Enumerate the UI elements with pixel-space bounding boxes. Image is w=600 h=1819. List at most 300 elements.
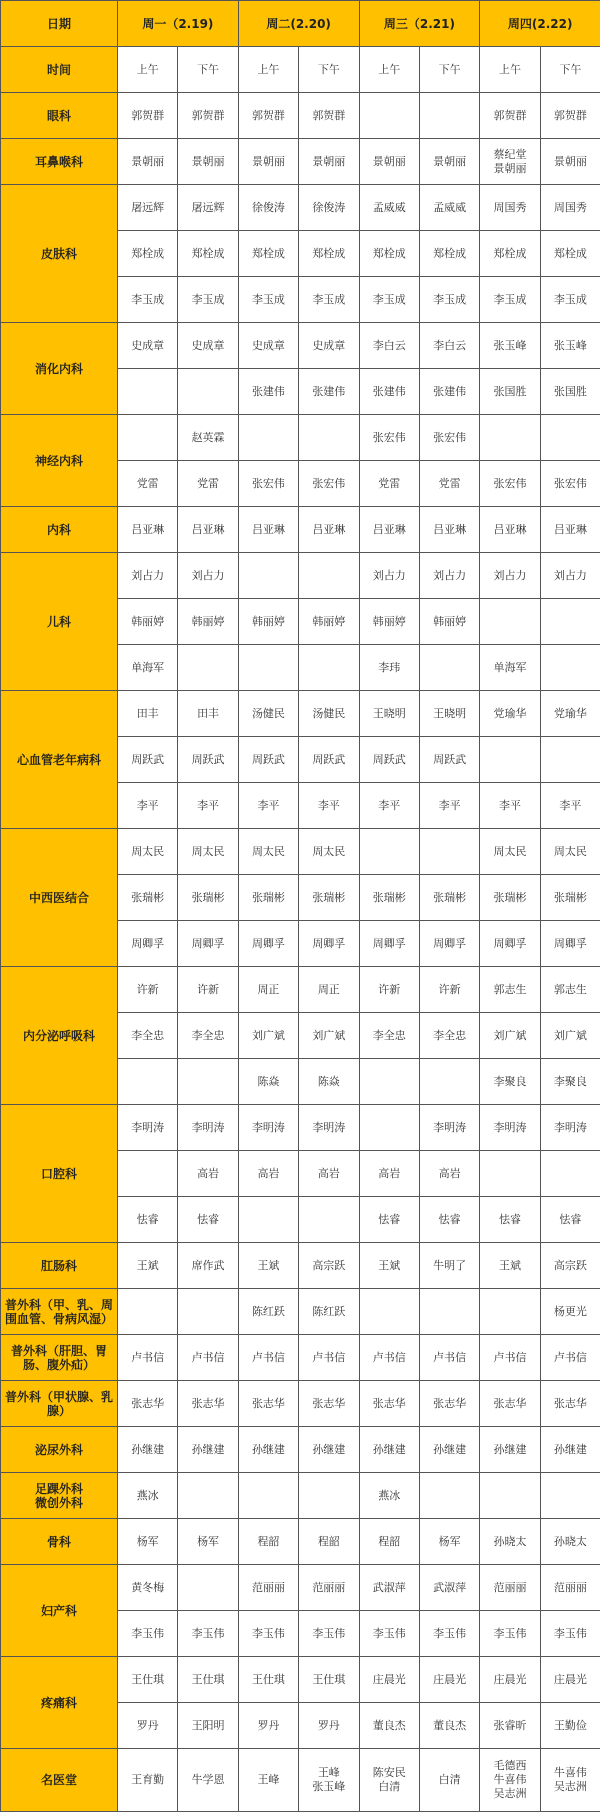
doctor-cell: 高岩 xyxy=(178,1151,238,1197)
doctor-cell: 陈红跃 xyxy=(238,1289,298,1335)
doctor-cell: 卢书信 xyxy=(480,1335,540,1381)
doctor-cell: 怯睿 xyxy=(359,1197,419,1243)
time-label: 时间 xyxy=(1,47,118,93)
department-name: 内科 xyxy=(1,507,118,553)
doctor-cell: 席作武 xyxy=(178,1243,238,1289)
doctor-cell: 庄晨光 xyxy=(480,1657,540,1703)
doctor-cell: 王峰 xyxy=(238,1749,298,1812)
doctor-cell: 韩丽婷 xyxy=(299,599,359,645)
doctor-cell xyxy=(419,1473,479,1519)
doctor-cell: 徐俊涛 xyxy=(238,185,298,231)
doctor-cell: 李玉伟 xyxy=(178,1611,238,1657)
doctor-cell xyxy=(238,553,298,599)
department-name: 妇产科 xyxy=(1,1565,118,1657)
doctor-cell: 屠远辉 xyxy=(118,185,178,231)
schedule-row xyxy=(1,185,600,231)
doctor-cell: 孙晓太 xyxy=(540,1519,600,1565)
doctor-cell: 王阳明 xyxy=(178,1703,238,1749)
doctor-cell: 景朝丽 xyxy=(178,139,238,185)
doctor-cell: 黄冬梅 xyxy=(118,1565,178,1611)
doctor-cell: 李玉伟 xyxy=(419,1611,479,1657)
doctor-cell xyxy=(299,1197,359,1243)
doctor-cell: 刘占力 xyxy=(480,553,540,599)
doctor-cell: 韩丽婷 xyxy=(238,599,298,645)
department-name: 名医堂 xyxy=(1,1749,118,1812)
doctor-cell: 许新 xyxy=(419,967,479,1013)
doctor-cell: 吕亚琳 xyxy=(299,507,359,553)
doctor-cell: 董良杰 xyxy=(359,1703,419,1749)
doctor-cell: 郑栓成 xyxy=(299,231,359,277)
doctor-cell: 范丽丽 xyxy=(480,1565,540,1611)
doctor-cell: 吕亚琳 xyxy=(238,507,298,553)
doctor-cell: 张宏伟 xyxy=(238,461,298,507)
doctor-cell: 郭贺群 xyxy=(238,93,298,139)
doctor-cell xyxy=(178,1473,238,1519)
schedule-row xyxy=(1,139,600,185)
doctor-cell: 周卿孚 xyxy=(178,921,238,967)
schedule-row xyxy=(1,829,600,875)
doctor-cell: 吕亚琳 xyxy=(540,507,600,553)
doctor-cell: 李白云 xyxy=(359,323,419,369)
doctor-cell: 周国秀 xyxy=(540,185,600,231)
doctor-cell: 高岩 xyxy=(359,1151,419,1197)
doctor-cell: 陈焱 xyxy=(299,1059,359,1105)
doctor-cell: 周卿孚 xyxy=(540,921,600,967)
doctor-cell: 李全忠 xyxy=(419,1013,479,1059)
doctor-cell: 张睿昕 xyxy=(480,1703,540,1749)
doctor-cell: 单海军 xyxy=(480,645,540,691)
doctor-cell: 单海军 xyxy=(118,645,178,691)
doctor-cell: 武淑萍 xyxy=(419,1565,479,1611)
doctor-cell xyxy=(540,645,600,691)
doctor-cell: 党雷 xyxy=(419,461,479,507)
doctor-cell: 周正 xyxy=(238,967,298,1013)
doctor-cell: 李平 xyxy=(359,783,419,829)
doctor-cell: 张国胜 xyxy=(540,369,600,415)
doctor-cell: 郭贺群 xyxy=(480,93,540,139)
doctor-cell xyxy=(419,645,479,691)
doctor-cell: 张宏伟 xyxy=(419,415,479,461)
doctor-cell: 屠远辉 xyxy=(178,185,238,231)
doctor-cell: 张瑞彬 xyxy=(419,875,479,921)
doctor-cell: 王仕琪 xyxy=(299,1657,359,1703)
doctor-cell: 王峰 张玉峰 xyxy=(299,1749,359,1812)
doctor-cell xyxy=(480,415,540,461)
doctor-cell: 程韶 xyxy=(238,1519,298,1565)
doctor-cell: 景朝丽 xyxy=(540,139,600,185)
doctor-cell: 张玉峰 xyxy=(480,323,540,369)
department-name: 疼痛科 xyxy=(1,1657,118,1749)
doctor-cell: 张建伟 xyxy=(419,369,479,415)
doctor-cell: 庄晨光 xyxy=(359,1657,419,1703)
day-header-mon: 周一（2.19) xyxy=(118,1,239,47)
doctor-cell: 刘广斌 xyxy=(238,1013,298,1059)
department-name: 普外科（肝胆、胃肠、腹外疝） xyxy=(1,1335,118,1381)
doctor-cell: 张宏伟 xyxy=(480,461,540,507)
doctor-cell: 张志华 xyxy=(299,1381,359,1427)
doctor-cell: 高岩 xyxy=(238,1151,298,1197)
doctor-cell: 卢书信 xyxy=(238,1335,298,1381)
doctor-cell: 孙继建 xyxy=(359,1427,419,1473)
doctor-cell: 陈焱 xyxy=(238,1059,298,1105)
doctor-cell: 张瑞彬 xyxy=(480,875,540,921)
doctor-cell: 李玉伟 xyxy=(540,1611,600,1657)
doctor-cell: 卢书信 xyxy=(419,1335,479,1381)
doctor-cell: 李玉伟 xyxy=(118,1611,178,1657)
doctor-cell xyxy=(178,1059,238,1105)
doctor-cell: 吕亚琳 xyxy=(359,507,419,553)
doctor-cell: 王育勤 xyxy=(118,1749,178,1812)
slot-mon-pm: 下午 xyxy=(178,47,238,93)
day-header-thu: 周四(2.22) xyxy=(480,1,600,47)
doctor-cell: 卢书信 xyxy=(118,1335,178,1381)
doctor-cell: 李玉成 xyxy=(359,277,419,323)
doctor-cell: 罗丹 xyxy=(299,1703,359,1749)
doctor-cell xyxy=(238,1473,298,1519)
doctor-cell: 李玉伟 xyxy=(359,1611,419,1657)
doctor-cell: 李平 xyxy=(419,783,479,829)
doctor-cell: 刘占力 xyxy=(540,553,600,599)
schedule-row xyxy=(1,1657,600,1703)
doctor-cell: 郑栓成 xyxy=(419,231,479,277)
doctor-cell xyxy=(480,737,540,783)
doctor-cell: 许新 xyxy=(118,967,178,1013)
doctor-cell: 郑栓成 xyxy=(359,231,419,277)
doctor-cell: 李玉伟 xyxy=(299,1611,359,1657)
doctor-cell: 周卿孚 xyxy=(480,921,540,967)
doctor-cell xyxy=(480,1289,540,1335)
doctor-cell xyxy=(238,645,298,691)
doctor-cell: 李玮 xyxy=(359,645,419,691)
doctor-cell: 李全忠 xyxy=(118,1013,178,1059)
doctor-cell: 燕冰 xyxy=(118,1473,178,1519)
doctor-cell: 陈红跃 xyxy=(299,1289,359,1335)
doctor-cell: 李平 xyxy=(540,783,600,829)
doctor-cell xyxy=(419,1059,479,1105)
doctor-cell: 吕亚琳 xyxy=(178,507,238,553)
department-name: 普外科（甲状腺、乳腺） xyxy=(1,1381,118,1427)
department-name: 眼科 xyxy=(1,93,118,139)
doctor-cell: 李明涛 xyxy=(419,1105,479,1151)
doctor-cell: 党瑜华 xyxy=(540,691,600,737)
schedule-row xyxy=(1,507,600,553)
doctor-cell: 李明涛 xyxy=(238,1105,298,1151)
doctor-cell: 孟威威 xyxy=(359,185,419,231)
doctor-cell: 孙继建 xyxy=(540,1427,600,1473)
doctor-cell: 李玉成 xyxy=(299,277,359,323)
doctor-cell: 孙晓太 xyxy=(480,1519,540,1565)
doctor-cell xyxy=(118,1151,178,1197)
doctor-cell: 刘占力 xyxy=(419,553,479,599)
doctor-cell: 刘广斌 xyxy=(540,1013,600,1059)
doctor-cell: 史成章 xyxy=(178,323,238,369)
doctor-cell xyxy=(480,1151,540,1197)
doctor-cell xyxy=(359,1105,419,1151)
doctor-cell: 许新 xyxy=(359,967,419,1013)
header-row xyxy=(1,1,600,47)
doctor-cell: 张志华 xyxy=(118,1381,178,1427)
doctor-cell: 李玉成 xyxy=(540,277,600,323)
doctor-cell: 怯睿 xyxy=(419,1197,479,1243)
doctor-cell xyxy=(540,599,600,645)
doctor-cell: 史成章 xyxy=(299,323,359,369)
doctor-cell: 韩丽婷 xyxy=(359,599,419,645)
doctor-cell xyxy=(118,1289,178,1335)
schedule-row xyxy=(1,967,600,1013)
doctor-cell xyxy=(299,1473,359,1519)
doctor-cell: 张瑞彬 xyxy=(178,875,238,921)
doctor-cell: 王晓明 xyxy=(359,691,419,737)
doctor-cell: 李平 xyxy=(480,783,540,829)
schedule-row xyxy=(1,1335,600,1381)
doctor-cell xyxy=(359,1289,419,1335)
doctor-cell: 李明涛 xyxy=(118,1105,178,1151)
doctor-cell: 郭志生 xyxy=(480,967,540,1013)
doctor-cell: 李平 xyxy=(118,783,178,829)
department-name: 中西医结合 xyxy=(1,829,118,967)
slot-thu-pm: 下午 xyxy=(540,47,600,93)
department-name: 肛肠科 xyxy=(1,1243,118,1289)
doctor-cell: 周卿孚 xyxy=(299,921,359,967)
date-label: 日期 xyxy=(1,1,118,47)
doctor-cell: 景朝丽 xyxy=(238,139,298,185)
doctor-cell: 周太民 xyxy=(480,829,540,875)
doctor-cell xyxy=(540,1151,600,1197)
doctor-cell: 郑栓成 xyxy=(178,231,238,277)
doctor-cell: 周太民 xyxy=(118,829,178,875)
doctor-cell: 田丰 xyxy=(178,691,238,737)
doctor-cell: 张志华 xyxy=(238,1381,298,1427)
department-name: 儿科 xyxy=(1,553,118,691)
doctor-cell xyxy=(118,415,178,461)
doctor-cell: 张建伟 xyxy=(238,369,298,415)
doctor-cell: 周正 xyxy=(299,967,359,1013)
doctor-cell: 怯睿 xyxy=(118,1197,178,1243)
doctor-cell: 卢书信 xyxy=(359,1335,419,1381)
doctor-cell: 周跃武 xyxy=(419,737,479,783)
doctor-cell: 张志华 xyxy=(540,1381,600,1427)
schedule-row xyxy=(1,93,600,139)
doctor-cell: 周跃武 xyxy=(359,737,419,783)
doctor-cell: 韩丽婷 xyxy=(419,599,479,645)
doctor-cell: 党雷 xyxy=(359,461,419,507)
doctor-cell xyxy=(419,93,479,139)
doctor-cell: 李平 xyxy=(178,783,238,829)
doctor-cell: 景朝丽 xyxy=(419,139,479,185)
doctor-cell: 郭志生 xyxy=(540,967,600,1013)
slot-mon-am: 上午 xyxy=(118,47,178,93)
doctor-cell xyxy=(419,829,479,875)
doctor-cell: 史成章 xyxy=(118,323,178,369)
doctor-cell: 范丽丽 xyxy=(540,1565,600,1611)
doctor-cell xyxy=(178,369,238,415)
doctor-cell: 郑栓成 xyxy=(480,231,540,277)
doctor-cell: 张宏伟 xyxy=(299,461,359,507)
doctor-cell: 汤健民 xyxy=(299,691,359,737)
doctor-cell: 周跃武 xyxy=(299,737,359,783)
department-name: 骨科 xyxy=(1,1519,118,1565)
doctor-cell: 张瑞彬 xyxy=(299,875,359,921)
doctor-cell: 李明涛 xyxy=(480,1105,540,1151)
doctor-cell: 杨军 xyxy=(419,1519,479,1565)
doctor-cell: 罗丹 xyxy=(118,1703,178,1749)
doctor-cell: 周卿孚 xyxy=(238,921,298,967)
doctor-cell xyxy=(299,415,359,461)
day-header-tue: 周二(2.20) xyxy=(238,1,359,47)
doctor-cell: 李全忠 xyxy=(178,1013,238,1059)
doctor-cell: 卢书信 xyxy=(299,1335,359,1381)
slot-wed-am: 上午 xyxy=(359,47,419,93)
doctor-cell: 高岩 xyxy=(299,1151,359,1197)
doctor-cell xyxy=(540,737,600,783)
schedule-row xyxy=(1,553,600,599)
doctor-cell: 王斌 xyxy=(480,1243,540,1289)
doctor-cell: 张瑞彬 xyxy=(118,875,178,921)
doctor-cell: 周太民 xyxy=(299,829,359,875)
doctor-cell: 王斌 xyxy=(238,1243,298,1289)
schedule-row xyxy=(1,323,600,369)
department-name: 耳鼻喉科 xyxy=(1,139,118,185)
doctor-cell: 李聚良 xyxy=(540,1059,600,1105)
doctor-cell: 高岩 xyxy=(419,1151,479,1197)
doctor-cell: 景朝丽 xyxy=(359,139,419,185)
doctor-cell: 李聚良 xyxy=(480,1059,540,1105)
doctor-cell: 周太民 xyxy=(178,829,238,875)
doctor-cell: 杨军 xyxy=(178,1519,238,1565)
doctor-cell xyxy=(299,645,359,691)
doctor-cell: 王仕琪 xyxy=(118,1657,178,1703)
schedule-row xyxy=(1,1105,600,1151)
doctor-cell: 庄晨光 xyxy=(540,1657,600,1703)
doctor-cell: 怯睿 xyxy=(540,1197,600,1243)
doctor-cell: 吕亚琳 xyxy=(419,507,479,553)
doctor-cell: 张瑞彬 xyxy=(540,875,600,921)
doctor-cell: 孙继建 xyxy=(419,1427,479,1473)
doctor-cell: 牛学恩 xyxy=(178,1749,238,1812)
doctor-cell: 王斌 xyxy=(118,1243,178,1289)
doctor-cell: 高宗跃 xyxy=(299,1243,359,1289)
schedule-row xyxy=(1,1749,600,1812)
doctor-cell xyxy=(359,93,419,139)
doctor-cell: 田丰 xyxy=(118,691,178,737)
doctor-cell: 郑栓成 xyxy=(540,231,600,277)
department-name: 普外科（甲、乳、周围血管、骨病风湿） xyxy=(1,1289,118,1335)
department-name: 消化内科 xyxy=(1,323,118,415)
doctor-cell: 李玉成 xyxy=(419,277,479,323)
schedule-row xyxy=(1,1243,600,1289)
doctor-cell: 韩丽婷 xyxy=(178,599,238,645)
doctor-cell: 孙继建 xyxy=(178,1427,238,1473)
doctor-cell: 周卿孚 xyxy=(118,921,178,967)
doctor-cell xyxy=(178,645,238,691)
doctor-cell: 蔡纪堂 景朝丽 xyxy=(480,139,540,185)
doctor-cell: 周跃武 xyxy=(238,737,298,783)
doctor-cell: 程韶 xyxy=(359,1519,419,1565)
doctor-cell: 杨军 xyxy=(118,1519,178,1565)
doctor-cell xyxy=(178,1565,238,1611)
doctor-cell: 吕亚琳 xyxy=(480,507,540,553)
doctor-cell: 王仕琪 xyxy=(178,1657,238,1703)
doctor-cell: 武淑萍 xyxy=(359,1565,419,1611)
doctor-cell: 李平 xyxy=(238,783,298,829)
doctor-cell: 董良杰 xyxy=(419,1703,479,1749)
department-name: 足踝外科 微创外科 xyxy=(1,1473,118,1519)
doctor-cell: 李玉伟 xyxy=(480,1611,540,1657)
doctor-cell: 牛喜伟 吴志洲 xyxy=(540,1749,600,1812)
doctor-cell: 怯睿 xyxy=(178,1197,238,1243)
doctor-cell: 李玉成 xyxy=(118,277,178,323)
department-name: 口腔科 xyxy=(1,1105,118,1243)
doctor-cell: 张玉峰 xyxy=(540,323,600,369)
doctor-cell: 张瑞彬 xyxy=(359,875,419,921)
doctor-cell: 刘占力 xyxy=(359,553,419,599)
doctor-cell: 党雷 xyxy=(118,461,178,507)
doctor-cell: 牛明了 xyxy=(419,1243,479,1289)
day-header-wed: 周三（2.21) xyxy=(359,1,480,47)
doctor-cell: 赵英霖 xyxy=(178,415,238,461)
doctor-cell: 陈安民 白清 xyxy=(359,1749,419,1812)
doctor-cell: 李明涛 xyxy=(178,1105,238,1151)
doctor-cell: 杨更光 xyxy=(540,1289,600,1335)
doctor-cell: 郭贺群 xyxy=(299,93,359,139)
doctor-cell: 罗丹 xyxy=(238,1703,298,1749)
doctor-cell: 张志华 xyxy=(178,1381,238,1427)
doctor-cell: 孟威威 xyxy=(419,185,479,231)
doctor-cell: 党雷 xyxy=(178,461,238,507)
doctor-cell: 周太民 xyxy=(238,829,298,875)
doctor-cell: 李玉成 xyxy=(480,277,540,323)
doctor-cell: 张建伟 xyxy=(299,369,359,415)
doctor-cell: 张宏伟 xyxy=(540,461,600,507)
department-name: 神经内科 xyxy=(1,415,118,507)
time-row xyxy=(1,47,600,93)
doctor-cell: 程韶 xyxy=(299,1519,359,1565)
doctor-cell xyxy=(480,599,540,645)
schedule-row xyxy=(1,1381,600,1427)
doctor-cell: 庄晨光 xyxy=(419,1657,479,1703)
doctor-cell xyxy=(359,829,419,875)
doctor-cell: 张国胜 xyxy=(480,369,540,415)
doctor-cell: 孙继建 xyxy=(299,1427,359,1473)
doctor-cell: 党瑜华 xyxy=(480,691,540,737)
doctor-cell xyxy=(540,415,600,461)
doctor-cell: 张宏伟 xyxy=(359,415,419,461)
doctor-cell: 李全忠 xyxy=(359,1013,419,1059)
doctor-cell: 孙继建 xyxy=(480,1427,540,1473)
doctor-cell: 王晓明 xyxy=(419,691,479,737)
doctor-cell: 刘广斌 xyxy=(299,1013,359,1059)
doctor-cell: 郑栓成 xyxy=(118,231,178,277)
doctor-cell: 史成章 xyxy=(238,323,298,369)
doctor-cell: 徐俊涛 xyxy=(299,185,359,231)
doctor-cell: 周跃武 xyxy=(118,737,178,783)
doctor-cell: 李玉成 xyxy=(238,277,298,323)
doctor-cell: 景朝丽 xyxy=(118,139,178,185)
doctor-cell: 李玉伟 xyxy=(238,1611,298,1657)
schedule-row xyxy=(1,1473,600,1519)
doctor-cell: 卢书信 xyxy=(540,1335,600,1381)
doctor-cell: 周国秀 xyxy=(480,185,540,231)
schedule-row xyxy=(1,1565,600,1611)
doctor-cell xyxy=(419,1289,479,1335)
slot-thu-am: 上午 xyxy=(480,47,540,93)
doctor-cell xyxy=(299,553,359,599)
doctor-cell xyxy=(118,369,178,415)
schedule-row xyxy=(1,1427,600,1473)
doctor-cell: 周跃武 xyxy=(178,737,238,783)
department-name: 皮肤科 xyxy=(1,185,118,323)
doctor-cell: 卢书信 xyxy=(178,1335,238,1381)
